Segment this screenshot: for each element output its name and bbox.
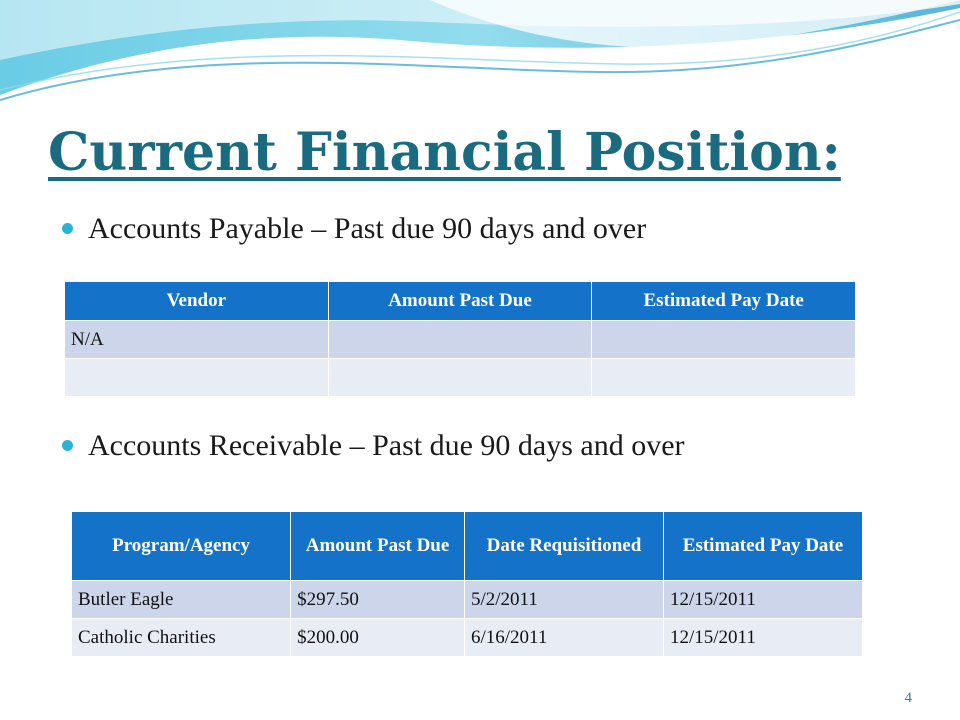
cell-amount — [328, 321, 592, 359]
table-row — [72, 581, 863, 619]
header-amount-past-due: Amount Past Due — [328, 282, 592, 321]
header-estimated-pay-date: Estimated Pay Date — [592, 282, 856, 321]
table-header-row — [72, 512, 863, 581]
bullet-text: Accounts Receivable – Past due 90 days and over — [88, 429, 685, 462]
cell-amount: $297.50 — [291, 581, 465, 619]
cell-pay-date — [592, 359, 856, 397]
bullet-dot-icon — [62, 440, 73, 451]
cell-vendor: N/A — [65, 321, 329, 359]
cell-pay-date: 12/15/2011 — [663, 619, 862, 657]
cell-program: Butler Eagle — [72, 581, 291, 619]
header-date-requisitioned: Date Requisitioned — [464, 512, 663, 581]
table-row — [65, 321, 856, 359]
slide-title: Current Financial Position: — [48, 122, 841, 183]
header-amount-past-due: Amount Past Due — [291, 512, 465, 581]
bullet-accounts-payable — [62, 212, 646, 246]
cell-date-requisitioned: 5/2/2011 — [464, 581, 663, 619]
bullet-accounts-receivable — [62, 429, 685, 463]
bullet-dot-icon — [62, 223, 73, 234]
header-vendor: Vendor — [65, 282, 329, 321]
cell-pay-date: 12/15/2011 — [663, 581, 862, 619]
accounts-receivable-table — [71, 511, 863, 657]
header-estimated-pay-date: Estimated Pay Date — [663, 512, 862, 581]
header-program-agency: Program/Agency — [72, 512, 291, 581]
cell-amount — [328, 359, 592, 397]
table-row — [65, 359, 856, 397]
cell-date-requisitioned: 6/16/2011 — [464, 619, 663, 657]
page-number: 4 — [904, 690, 912, 706]
table-header-row — [65, 282, 856, 321]
cell-vendor — [65, 359, 329, 397]
cell-program: Catholic Charities — [72, 619, 291, 657]
cell-amount: $200.00 — [291, 619, 465, 657]
table-row — [72, 619, 863, 657]
header-wave-decoration — [0, 0, 960, 110]
accounts-payable-table — [64, 281, 856, 397]
bullet-text: Accounts Payable – Past due 90 days and over — [88, 212, 647, 245]
cell-pay-date — [592, 321, 856, 359]
